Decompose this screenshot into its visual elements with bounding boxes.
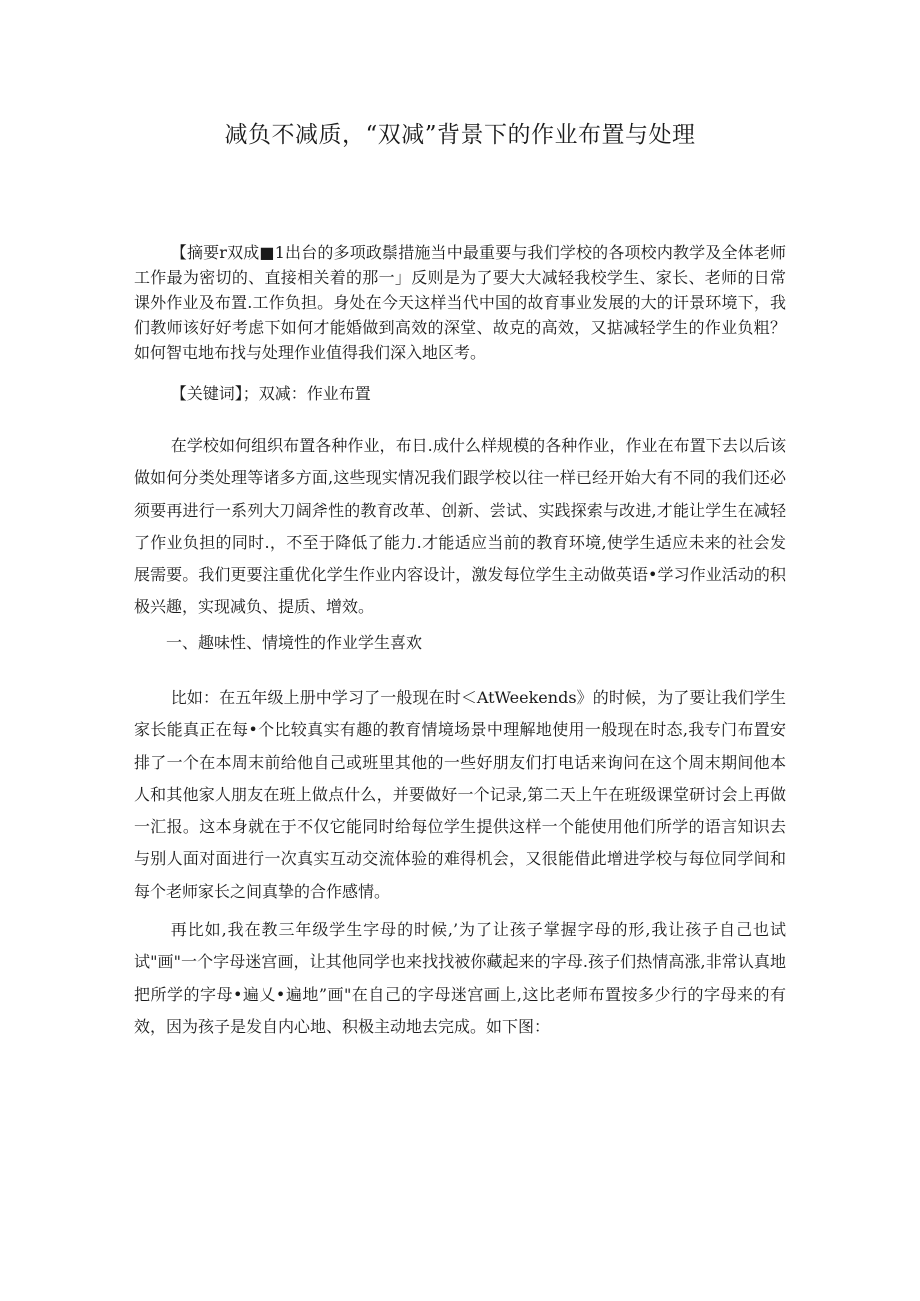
body-paragraph-1: 在学校如何组织布置各种作业，布日.成什么样规模的各种作业，作业在布置下去以后该做如何分类处理等诸多方面,这些现实情况我们跟学校以往一样已经开始大有不同的我们还必须要再进行一系列大刀阔斧性的教育改革、创新、尝试、实践探索与改进,才能让学生在减轻了作业负担的同时.，不至于降低了能力.才能适应当前的教育环境,使学生适应未来的社会发展需要。我们更要注重优化学生作业内容设计，激发每位学生主动做英语•学习作业活动的积极兴趣，实现减负、提质、增效。 <box>134 436 786 617</box>
body-paragraph-2: 比如：在五年级上册中学习了一般现在时＜AtWeekends》的时候，为了要让我们学生家长能真正在每•个比较真实有趣的教育情境场景中理解地使用一般现在时态,我专门布置安排了一个在本周末前给他自己或班里其他的一些好朋友们打电话来询问在这个周末期间他本人和其他家人朋友在班上做点什么，并要做好一个记录,第二天上午在班级课堂研讨会上再做一汇报。这本身就在于不仅它能同时给每位学生提供这样一个能使用他们所学的语言知识去与别人面对面进行一次真实互动交流体验的难得机会，又很能借此增进学校与每位同学间和每个老师家长之间真挚的合作感情。 <box>134 688 786 901</box>
abstract-section <box>134 240 786 365</box>
keywords-line: 【关键词】；双减：作业布置 <box>170 384 371 403</box>
body-paragraph-3: 再比如,我在教三年级学生字母的时候,’为了让孩子掌握字母的形,我让孩子自己也试试"画"一个字母迷宫画，让其他同学也来找找被你藏起来的字母.孩子们热情高涨,非常认真地把所学的字母•遍乂•遍地”画"在自己的字母迷宫画上,这比老师布置按多少行的字母来的有效，因为孩子是发自内心地、积极主动地去完成。如下图： <box>134 920 786 1036</box>
body-section-intro <box>134 430 786 624</box>
body-section-example-2 <box>134 914 786 1043</box>
abstract-paragraph: 【摘要r双成■1出台的多项政鬃措施当中最重要与我们学校的各项校内教学及全体老师工作最为密切的、直接相关着的那一」反则是为了要大大减轻我校学生、家长、老师的日常课外作业及布置.工作负担。身处在今天这样当代中国的故育事业发展的大的讦景环境下，我们教师该好好考虑下如何才能婚做到高效的深堂、故克的高效，又掂减轻学生的作业负粗？如何智屯地布找与处理作业值得我们深入地区考。 <box>134 243 786 362</box>
section-heading-1: 一、趣味性、情境性的作业学生喜欢 <box>166 633 423 652</box>
document-title: 减负不减质，“双减”背景下的作业布置与处理 <box>224 122 696 148</box>
body-section-example-1 <box>134 682 786 908</box>
